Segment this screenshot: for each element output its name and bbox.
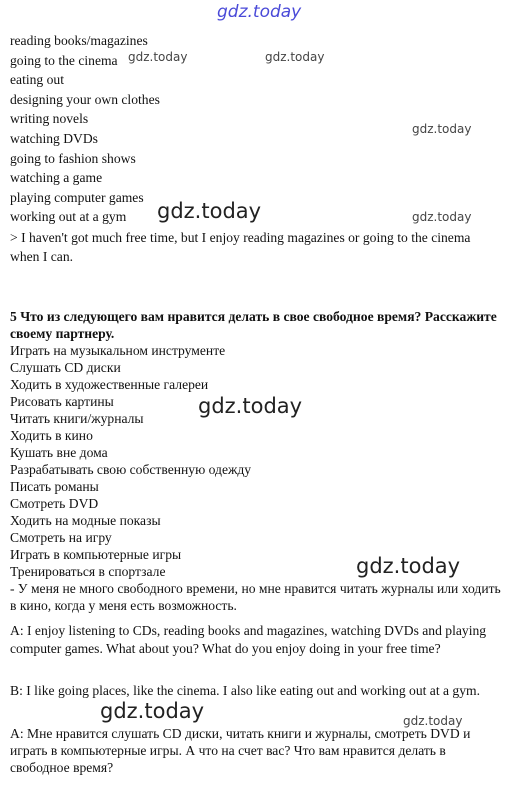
list-item: writing novels xyxy=(10,111,89,126)
list-item: Писать романы xyxy=(10,479,99,494)
watermark: gdz.today xyxy=(412,122,472,136)
list-item: Рисовать картины xyxy=(10,394,114,409)
list-item: Тренироваться в спортзале xyxy=(10,564,166,579)
watermark: gdz.today xyxy=(265,50,325,64)
list-item: Ходить в художественные галереи xyxy=(10,377,209,392)
list-item: Разрабатывать свою собственную одежду xyxy=(10,462,252,477)
watermark: gdz.today xyxy=(128,50,188,64)
watermark: gdz.today xyxy=(356,554,461,578)
list-item: Кушать вне дома xyxy=(10,445,108,460)
list-item: going to fashion shows xyxy=(10,151,136,166)
watermark: gdz.today xyxy=(403,714,463,728)
list-item: Ходить в кино xyxy=(10,428,93,443)
english-answer: > I haven't got much free time, but I enjoy reading magazines or going to the cinema when I can. xyxy=(10,230,471,264)
task-heading: 5 Что из следующего вам нравится делать в свое свободное время? Расскажите своему партнеру. xyxy=(10,309,497,341)
list-item: Слушать CD диски xyxy=(10,360,121,375)
dialogue-line-a2: A: Мне нравится слушать CD диски, читать книги и журналы, смотреть DVD и играть в компьютерные игры. А что на счет вас? Что вам нравится делать в свободное время? xyxy=(10,726,471,775)
list-item: Играть в компьютерные игры xyxy=(10,547,182,562)
russian-answer: - У меня не много свободного времени, но мне нравится читать журналы или ходить в кино, когда у меня есть возможность. xyxy=(10,581,501,613)
dialogue-line-a1: A: I enjoy listening to CDs, reading books and magazines, watching DVDs and playing computer games. What about you? What do you enjoy doing in your free time? xyxy=(10,623,487,656)
list-item: Смотреть на игру xyxy=(10,530,112,545)
watermark: gdz.today xyxy=(100,699,205,723)
dialogue-line-b1: B: I like going places, like the cinema. I also like eating out and working out at a gym. xyxy=(10,683,480,698)
watermark-top: gdz.today xyxy=(217,2,302,22)
watermark: gdz.today xyxy=(412,210,472,224)
watermark: gdz.today xyxy=(198,394,303,418)
list-item: playing computer games xyxy=(10,190,144,205)
list-item: designing your own clothes xyxy=(10,92,160,107)
list-item: Смотреть DVD xyxy=(10,496,99,511)
list-item: watching DVDs xyxy=(10,131,98,146)
list-item: Ходить на модные показы xyxy=(10,513,161,528)
list-item: Играть на музыкальном инструменте xyxy=(10,343,226,358)
list-item: eating out xyxy=(10,72,64,87)
list-item: going to the cinema xyxy=(10,53,118,68)
watermark: gdz.today xyxy=(157,199,262,223)
list-item: reading books/magazines xyxy=(10,33,148,48)
list-item: Читать книги/журналы xyxy=(10,411,144,426)
list-item: working out at a gym xyxy=(10,209,127,224)
list-item: watching a game xyxy=(10,170,103,185)
